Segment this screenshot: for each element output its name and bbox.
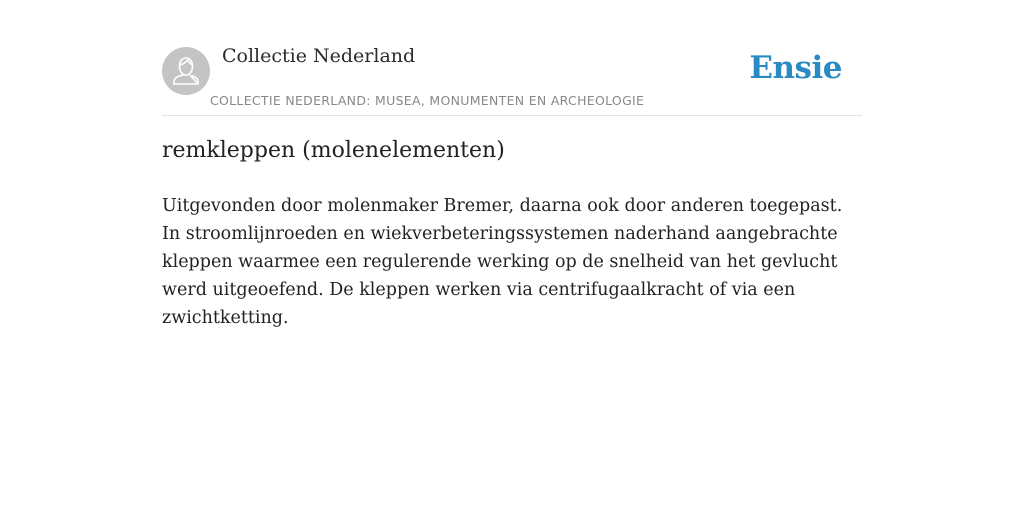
entry-card [162,0,862,512]
ensie-logo[interactable]: Ensie [749,50,842,86]
entry-description: Uitgevonden door molenmaker Bremer, daarna ook door anderen toegepast. In stroomlijnroeden en wiekverbeteringssystemen naderhand aangebrachte kleppen waarmee een regulerende werking op de snelheid van het gevlucht werd uitgeoefend. De kleppen werken via centrifugaalkracht of via een zwichtketting. [162,196,843,328]
entry-header [162,0,862,116]
author-subtitle: COLLECTIE NEDERLAND: MUSEA, MONUMENTEN EN ARCHEOLOGIE [210,93,645,108]
entry-title: remkleppen (molenelementen) [162,138,505,163]
user-placeholder-icon [162,47,210,95]
author-avatar[interactable] [162,47,210,95]
author-name[interactable]: Collectie Nederland [222,45,416,67]
